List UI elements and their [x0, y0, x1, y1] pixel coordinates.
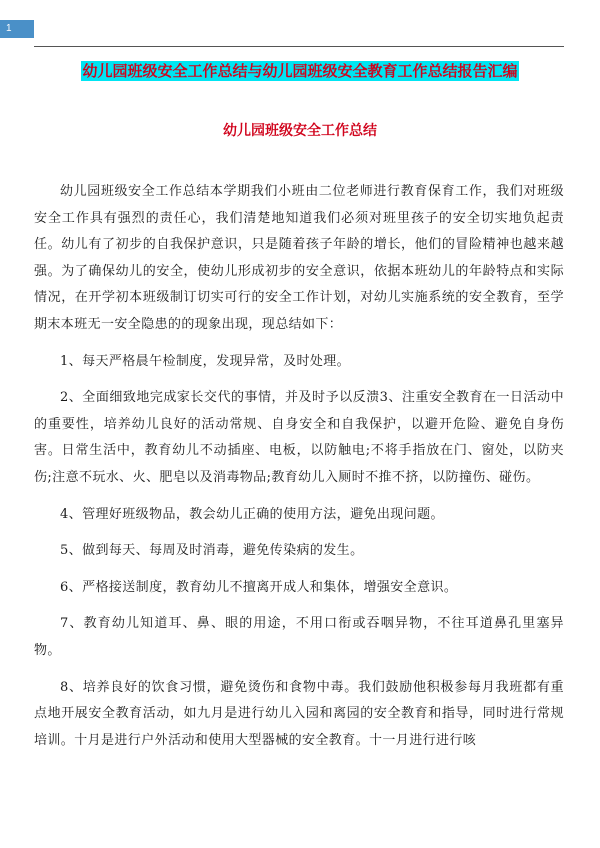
- document-title: 幼儿园班级安全工作总结与幼儿园班级安全教育工作总结报告汇编: [82, 62, 518, 80]
- paragraph-item-2-3: 2、全面细致地完成家长交代的事情，并及时予以反溃3、注重安全教育在一日活动中的重要性，培养幼儿良好的活动常规、自身安全和自我保护，以避开危险、避免自身伤害。日常生活中，教育幼儿不动插座、电板，以防触电;不将手指放在门、窗处，以防夹伤;注意不玩水、火、肥皂以及消毒物品;教育幼儿入厕时不推不挤，以防撞伤、碰伤。: [34, 390, 564, 485]
- page-number-tab: 1: [0, 20, 34, 38]
- paragraph-item-7: 7、教育幼儿知道耳、鼻、眼的用途，不用口衔或吞咽异物，不往耳道鼻孔里塞异物。: [34, 616, 564, 658]
- header-divider: [34, 46, 564, 47]
- paragraph-item-1: 1、每天严格晨午检制度，发现异常，及时处理。: [60, 353, 351, 369]
- document-title-block: [0, 60, 600, 82]
- document-body: [34, 179, 564, 754]
- paragraph-item-6: 6、严格接送制度，教育幼儿不擅离开成人和集体，增强安全意识。: [60, 579, 458, 595]
- paragraph-intro: 幼儿园班级安全工作总结本学期我们小班由二位老师进行教育保育工作，我们对班级安全工作具有强烈的责任心，我们清楚地知道我们必须对班里孩子的安全切实地负起责任。幼儿有了初步的自我保护意识，只是随着孩子年龄的增长，他们的冒险精神也越来越强。为了确保幼儿的安全，使幼儿形成初步的安全意识，依据本班幼儿的年龄特点和实际情况，在开学初本班级制订切实可行的安全工作计划，对幼儿实施系统的安全教育，至学期末本班无一安全隐患的的现象出现，现总结如下：: [34, 184, 564, 332]
- paragraph-item-8: 8、培养良好的饮食习惯，避免烫伤和食物中毒。我们鼓励他积极参每月我班都有重点地开展安全教育活动，如九月是进行幼儿入园和离园的安全教育和指导，同时进行常规培训。十月是进行户外活动和使用大型器械的安全教育。十一月进行进行咳: [34, 679, 564, 748]
- paragraph-item-4: 4、管理好班级物品，教会幼儿正确的使用方法，避免出现问题。: [60, 506, 444, 522]
- paragraph-item-5: 5、做到每天、每周及时消毒，避免传染病的发生。: [60, 543, 364, 559]
- section-title: 幼儿园班级安全工作总结: [223, 123, 377, 139]
